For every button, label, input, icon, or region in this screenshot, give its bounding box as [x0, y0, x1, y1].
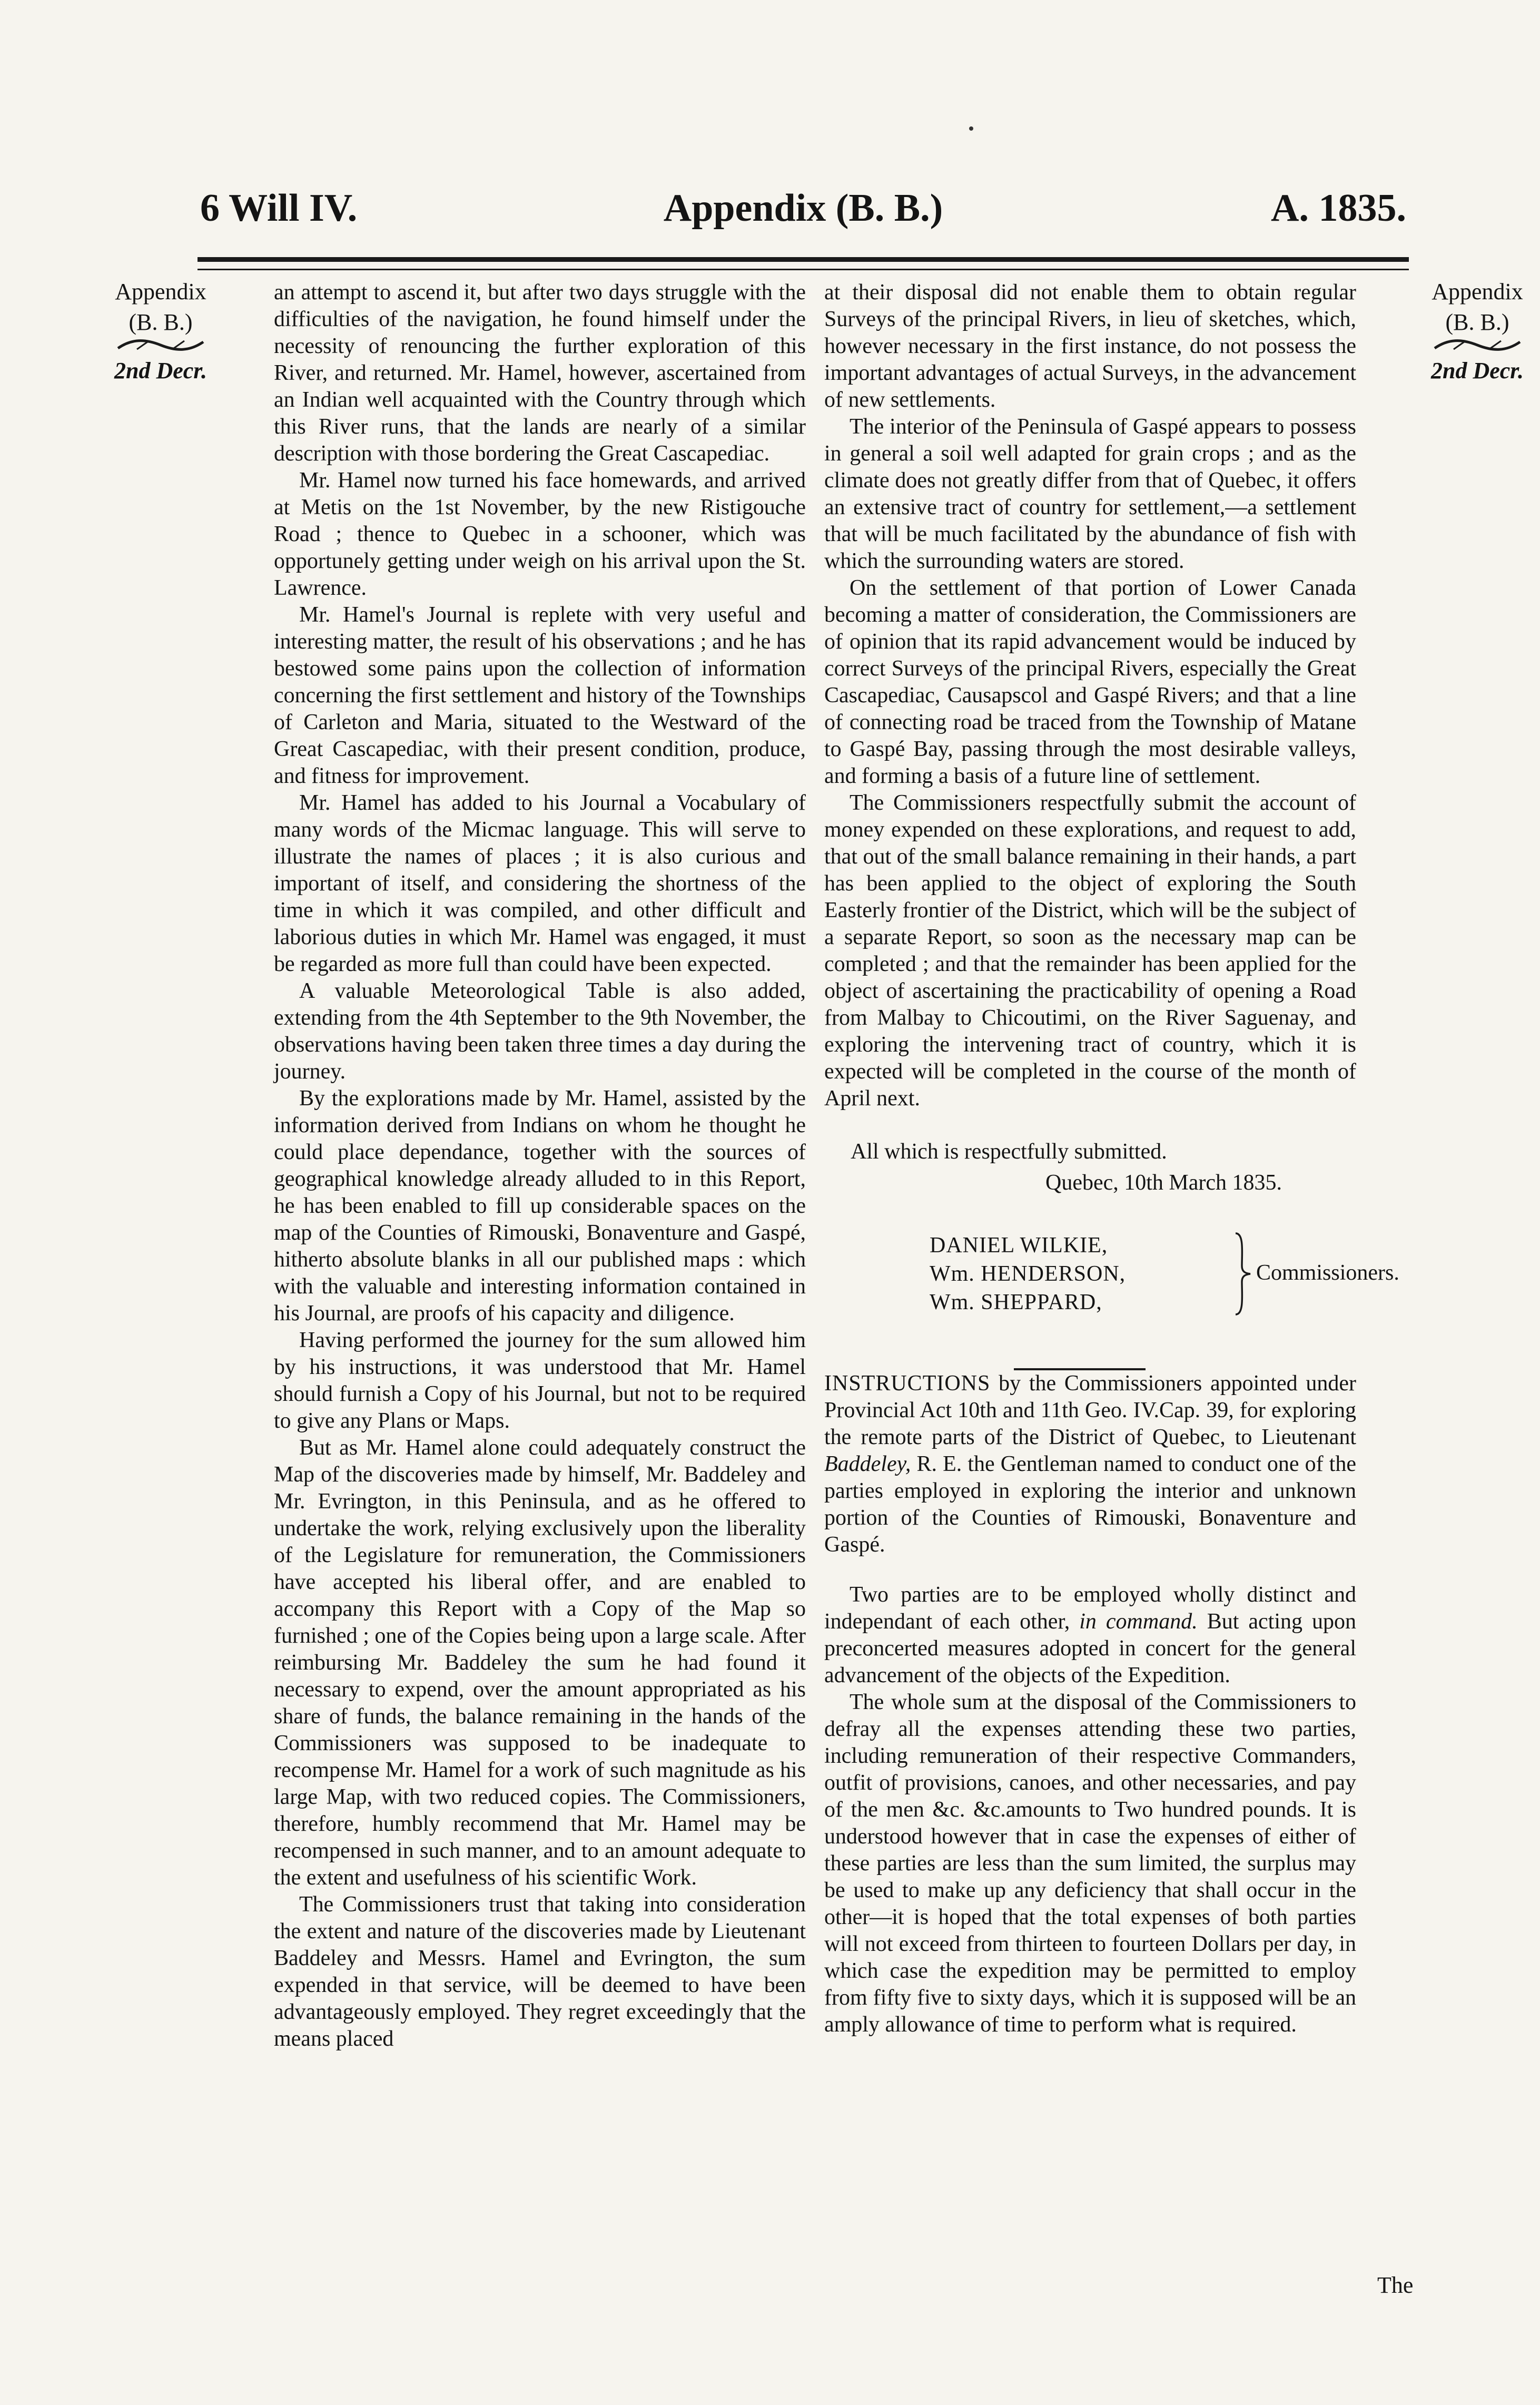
- paragraph: at their disposal did not enable them to obtain regular Surveys of the principal Rivers, in lieu of sketches, which, however necessary in the first instance, do not possess the important advantages of actual Surveys, in the advancement of new settlements.: [824, 280, 1356, 412]
- margin-note-date: 2nd Decr.: [114, 358, 207, 384]
- instructions-heading-text: by the Commissioners appointed under Provincial Act 10th and 11th Geo. IV.Cap. 39, for exploring the remote parts of the District of Quebec, to Lieutenant: [824, 1371, 1356, 1449]
- header-rule-thin: [198, 269, 1409, 270]
- paragraph: [824, 1582, 1356, 1689]
- signatory-name: Wm. SHEPPARD,: [930, 1290, 1102, 1314]
- signatory-name: Wm. HENDERSON,: [930, 1262, 1126, 1286]
- flourish-ornament-icon: [1433, 338, 1522, 352]
- paragraph: Mr. Hamel has added to his Journal a Vocabulary of many words of the Micmac language. This will serve to illustrate the names of places ; it is also curious and important of itself, and considering the shortness of the time in which it was compiled, and other difficult and laborious duties in which Mr. Hamel was engaged, it must be regarded as more full than could have been expected.: [274, 791, 806, 976]
- paragraph: Mr. Hamel's Journal is replete with very useful and interesting matter, the result of his observations ; and he has bestowed some pains upon the collection of information concerning the first settlement and history of the Townships of Carleton and Maria, situated to the Westward of the Great Cascapediac, with their present condition, produce, and fitness for improvement.: [274, 603, 806, 788]
- signature-place-date: Quebec, 10th March 1835.: [1045, 1171, 1282, 1195]
- header-right: A. 1835.: [1271, 186, 1406, 230]
- instructions-heading-text: R. E. the Gentleman named to conduct one of the parties employed in exploring the interior and unknown portion of the Counties of Rimouski, Bonaventure and Gaspé.: [824, 1452, 1356, 1557]
- header-rule-thick: [198, 257, 1409, 262]
- margin-note-section: (B. B.): [129, 309, 193, 335]
- paragraph-text: But acting upon preconcerted measures adopted in concert for the general advancement of the objects of the Expedition.: [824, 1609, 1356, 1687]
- right-column: [824, 279, 1399, 2038]
- margin-note-date: 2nd Decr.: [1431, 358, 1524, 384]
- signature-intro: All which is respectfully submitted.: [851, 1140, 1167, 1164]
- margin-note-section: (B. B.): [1445, 309, 1509, 335]
- paragraph: The Commissioners trust that taking into consideration the extent and nature of the discoveries made by Lieutenant Baddeley and Messrs. Hamel and Evrington, the sum expended in that service, will be deemed to have been advantageously employed. They regret exceedingly that the means placed: [274, 1892, 806, 2051]
- signatory-name: DANIEL WILKIE,: [930, 1233, 1108, 1258]
- paragraph: A valuable Meteorological Table is also added, extending from the 4th September to the 9th November, the observations having been taken three times a day during the journey.: [274, 979, 806, 1084]
- left-column: [274, 279, 806, 2053]
- paragraph: an attempt to ascend it, but after two days struggle with the difficulties of the navigation, he found himself under the necessity of renouncing the further exploration of this River, and returned. Mr. Hamel, however, ascertained from an Indian well acquainted with the Country through which this River runs, that the lands are nearly of a similar description with those bordering the Great Cascapediac.: [274, 280, 806, 466]
- paragraph: Mr. Hamel now turned his face homewards, and arrived at Metis on the 1st November, by the new Ristigouche Road ; thence to Quebec in a schooner, which was opportunely getting under weigh on his arrival upon the St. Lawrence.: [274, 468, 806, 600]
- paragraph-text: Two parties are to be employed wholly distinct and independant of each other,: [824, 1583, 1356, 1634]
- signatory-role: Commissioners.: [1256, 1261, 1399, 1285]
- instructions-heading-name: Baddeley,: [824, 1452, 911, 1476]
- curly-brace-icon: [1232, 1231, 1253, 1317]
- margin-note-left: [84, 277, 237, 386]
- signature-block: [930, 1231, 1399, 1321]
- instructions-heading-caps: INSTRUCTIONS: [824, 1371, 991, 1396]
- paragraph: The interior of the Peninsula of Gaspé appears to possess in general a soil well adapted for grain crops ; and as the climate does not greatly differ from that of Quebec, it offers an extensive tract of country for settlement,—a settlement that will be much facilitated by the abundance of fish with which the surrounding waters are stored.: [824, 415, 1356, 573]
- margin-note-appendix: Appendix: [1432, 279, 1523, 305]
- paragraph-emphasis: in command.: [1079, 1609, 1198, 1634]
- margin-note-right: [1401, 277, 1540, 386]
- flourish-ornament-icon: [116, 338, 205, 352]
- paragraph: The Commissioners respectfully submit the account of money expended on these explorations, and request to add, that out of the small balance remaining in their hands, a part has been applied to the object of exploring the South Easterly frontier of the District, which will be the subject of a separate Report, so soon as the necessary map can be completed ; and that the remainder has been applied for the object of ascertaining the practicability of opening a Road from Malbay to Chicoutimi, on the River Saguenay, and exploring the intervening tract of country, which it is expected will be completed in the course of the month of April next.: [824, 791, 1357, 1111]
- paragraph: Having performed the journey for the sum allowed him by his instructions, it was understood that Mr. Hamel should furnish a Copy of his Journal, but not to be required to give any Plans or Maps.: [274, 1328, 806, 1433]
- header-center: Appendix (B. B.): [663, 186, 943, 230]
- paragraph: But as Mr. Hamel alone could adequately construct the Map of the discoveries made by himself, Mr. Baddeley and Mr. Evrington, in this Peninsula, and as he offered to undertake the work, relying exclusively upon the liberality of the Legislature for remuneration, the Commissioners have accepted his liberal offer, and are enabled to accompany this Report with a Copy of the Map so furnished ; one of the Copies being upon a large scale. After reimbursing Mr. Baddeley the sum he had found it necessary to expend, over the amount appropriated as his share of funds, the balance remaining in the hands of the Commissioners was supposed to be inadequate to recompense Mr. Hamel for a work of such magnitude as his large Map, with two reduced copies. The Commissioners, therefore, humbly recommend that Mr. Hamel may be recompensed in such manner, and to an amount adequate to the extent and usefulness of his scientific Work.: [274, 1436, 806, 1890]
- paragraph: The whole sum at the disposal of the Commissioners to defray all the expenses attending these two parties, including remuneration of their respective Commanders, outfit of provisions, canoes, and other necessaries, and pay of the men &c. &c.amounts to Two hundred pounds. It is understood however that in case the expenses of either of these parties are less than the sum limited, the surplus may be used to make up any deficiency that shall occur in the other—it is hoped that the total expenses of both parties will not exceed from thirteen to fourteen Dollars per day, in which case the expedition may be permitted to employ from fifty five to sixty days, which it is supposed will be an amply allowance of time to perform what is required.: [824, 1690, 1356, 2037]
- header-left: 6 Will IV.: [200, 186, 358, 230]
- stray-ink-dot: [969, 126, 973, 131]
- page-header: [200, 179, 1406, 237]
- margin-note-appendix: Appendix: [115, 279, 206, 305]
- instructions-heading: [824, 1370, 1356, 1558]
- spacer: [824, 1558, 1356, 1582]
- catchword: The: [1377, 2272, 1414, 2298]
- paragraph: By the explorations made by Mr. Hamel, assisted by the information derived from Indians on whom he thought he could place dependance, together with the sources of geographical knowledge already alluded to in this Report, he has been enabled to fill up considerable spaces on the map of the Counties of Rimouski, Bonaventure and Gaspé, hitherto absolute blanks in all our published maps : which with the valuable and interesting information contained in his Journal, are proofs of his capacity and diligence.: [274, 1086, 806, 1326]
- paragraph: On the settlement of that portion of Lower Canada becoming a matter of consideration, the Commissioners are of opinion that its rapid advancement would be induced by correct Surveys of the principal Rivers, especially the Great Cascapediac, Causapscol and Gaspé Rivers; and that a line of connecting road be traced from the Township of Matane to Gaspé Bay, passing through the most desirable valleys, and forming a basis of a future line of settlement.: [824, 576, 1356, 788]
